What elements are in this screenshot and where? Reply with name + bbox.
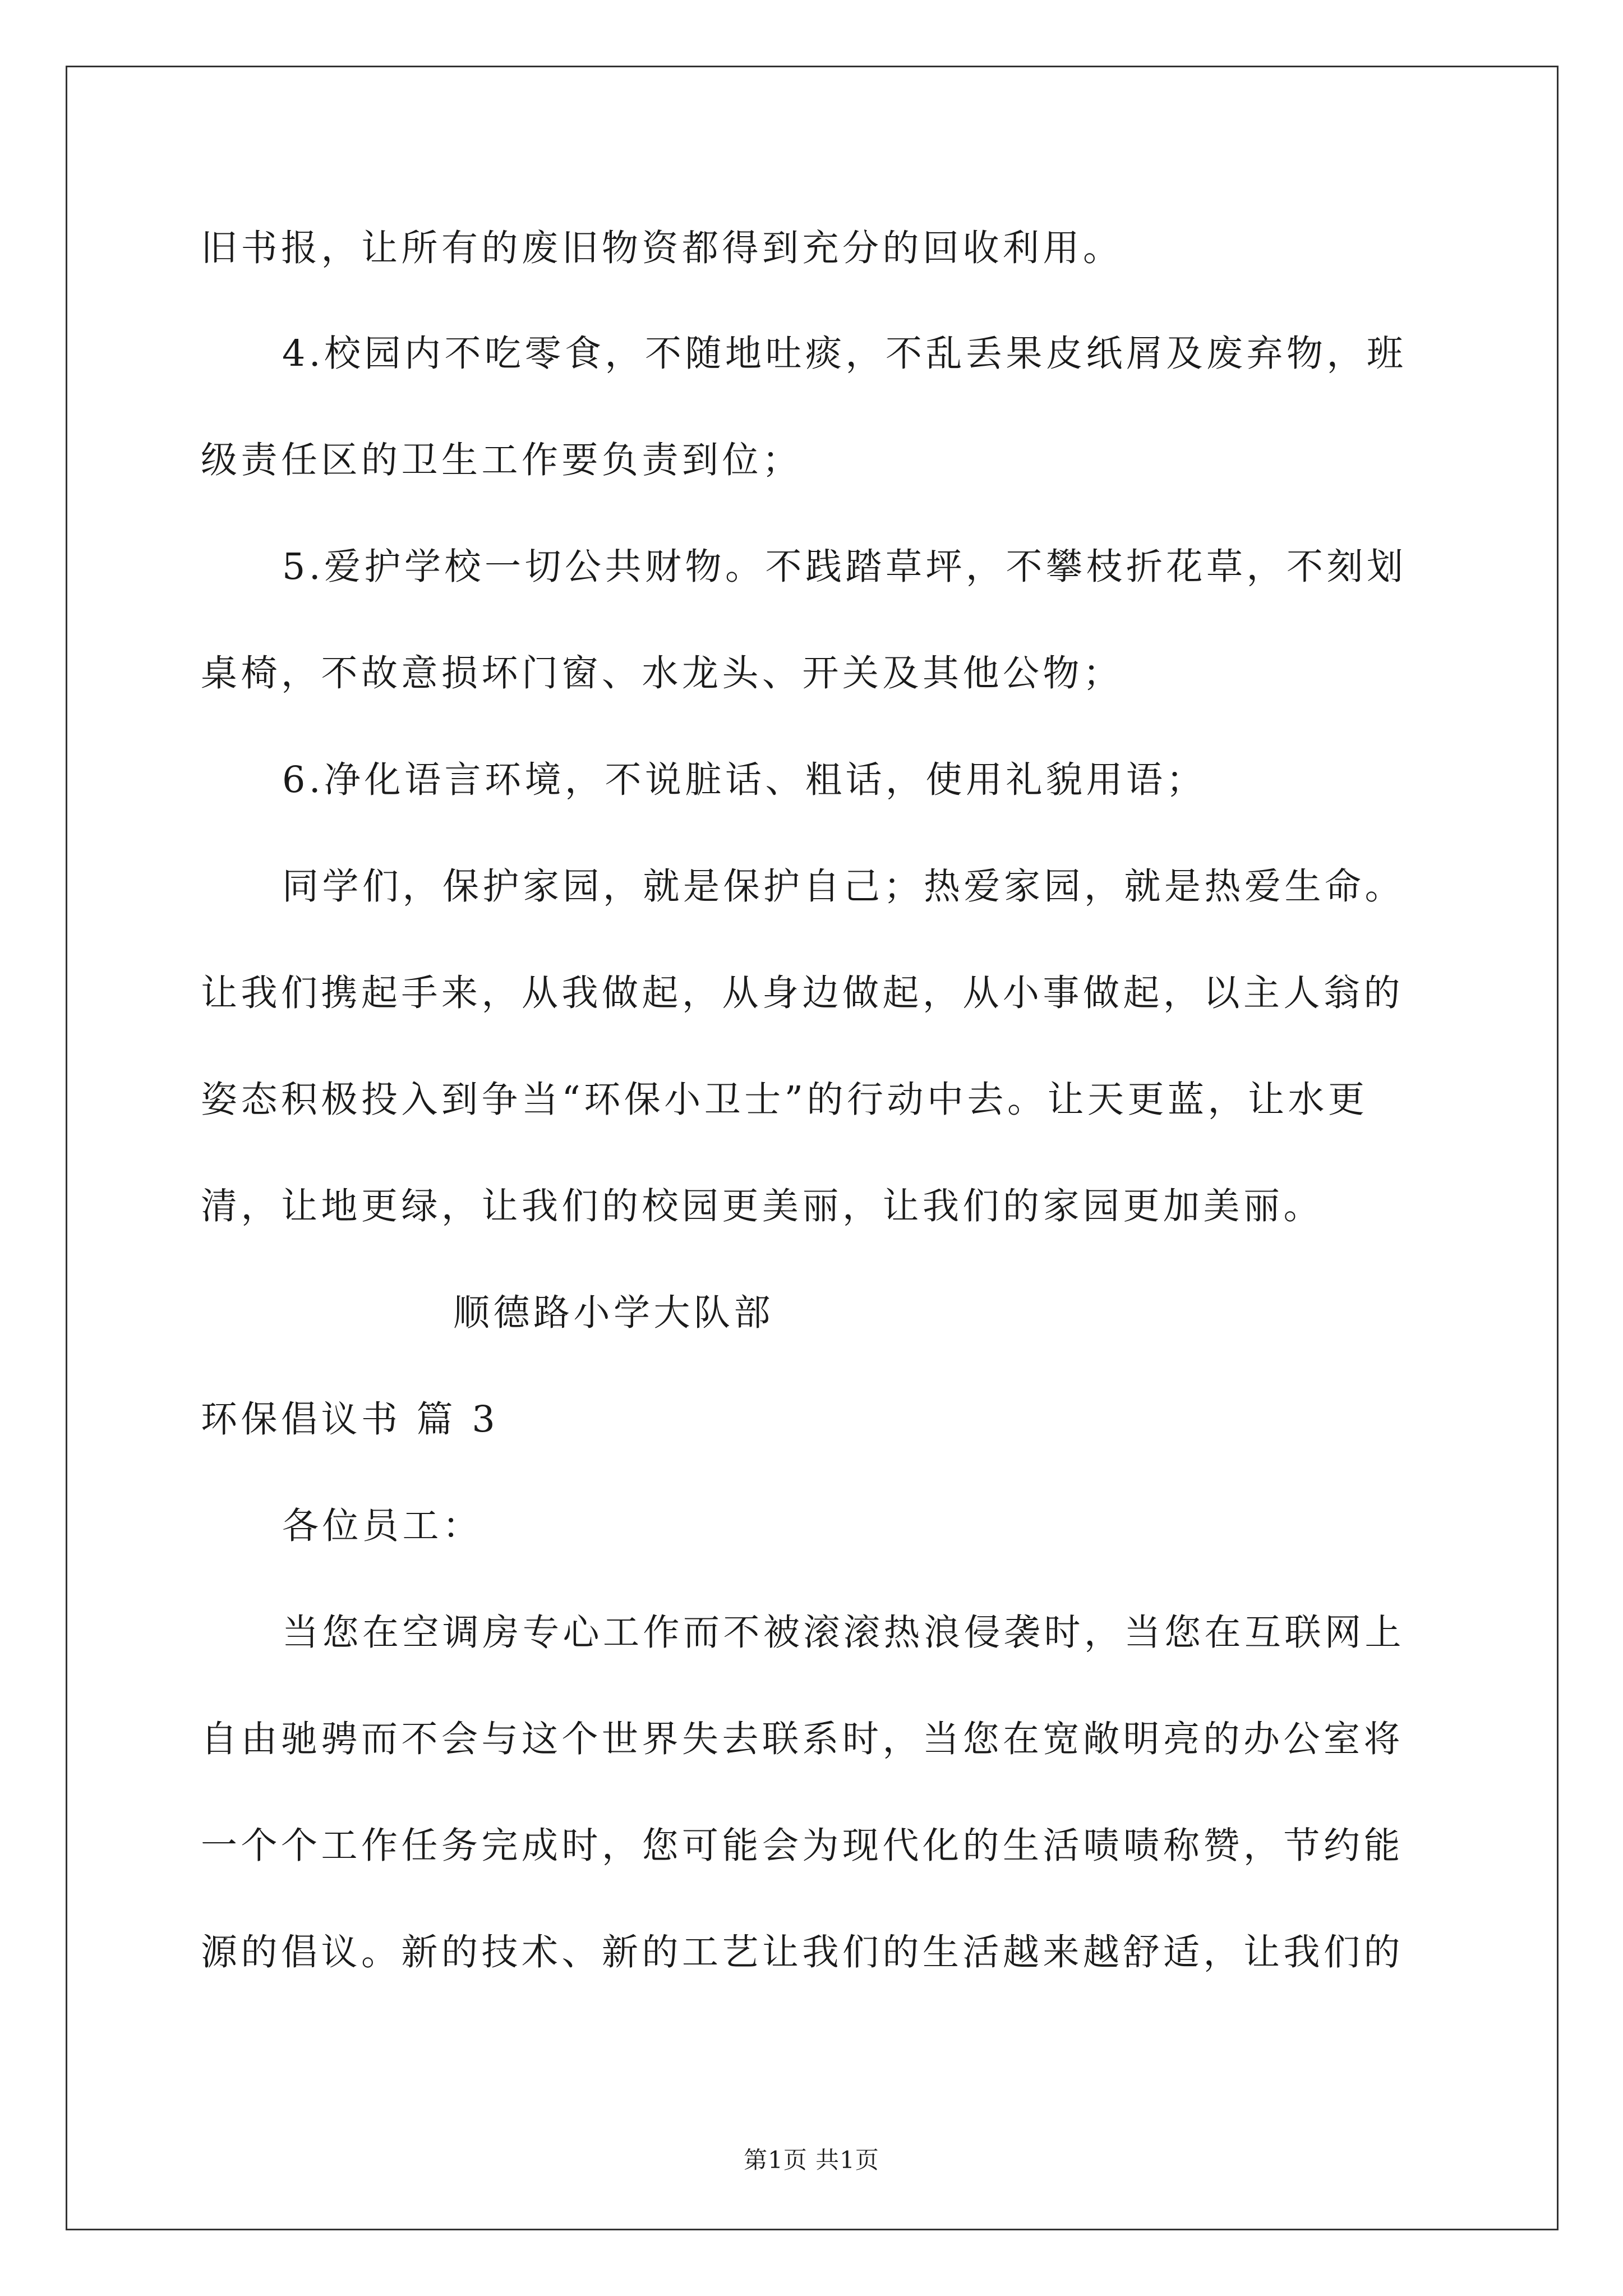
text-line: 旧书报，让所有的废旧物资都得到充分的回收利用。 [201, 227, 1123, 269]
paragraph-start: 同学们，保护家园，就是保护自己；热爱家园，就是热爱生命。 [282, 866, 1405, 908]
text-line: 让我们携起手来，从我做起，从身边做起，从小事做起，以主人翁的 [201, 972, 1404, 1014]
page-footer: 第1页 共1页 [744, 2146, 879, 2174]
text-line: 桌椅，不故意损坏门窗、水龙头、开关及其他公物； [201, 652, 1123, 694]
list-item-6: 6.净化语言环境，不说脏话、粗话，使用礼貌用语； [282, 759, 1207, 801]
signature: 顺德路小学大队部 [453, 1292, 774, 1334]
text-line: 清，让地更绿，让我们的校园更美丽，让我们的家园更加美丽。 [201, 1185, 1324, 1227]
list-item-5: 5.爱护学校一切公共财物。不践踏草坪，不攀枝折花草，不刻划 [282, 546, 1407, 588]
paragraph-start: 当您在空调房专心工作而不被滚滚热浪侵袭时，当您在互联网上 [282, 1612, 1405, 1654]
list-item-4: 4.校园内不吃零食，不随地吐痰，不乱丢果皮纸屑及废弃物，班 [282, 333, 1407, 375]
text-line: 姿态积极投入到争当“环保小卫士”的行动中去。让天更蓝，让水更 [201, 1079, 1368, 1121]
salutation: 各位员工： [282, 1505, 483, 1547]
text-line: 自由驰骋而不会与这个世界失去联系时，当您在宽敞明亮的办公室将 [201, 1718, 1404, 1760]
text-line: 源的倡议。新的技术、新的工艺让我们的生活越来越舒适，让我们的 [201, 1931, 1404, 1973]
text-line: 级责任区的卫生工作要负责到位； [201, 439, 803, 481]
page-border [66, 66, 1559, 2230]
section-heading: 环保倡议书 篇 3 [201, 1398, 499, 1441]
text-line: 一个个工作任务完成时，您可能会为现代化的生活啧啧称赞，节约能 [201, 1825, 1404, 1867]
